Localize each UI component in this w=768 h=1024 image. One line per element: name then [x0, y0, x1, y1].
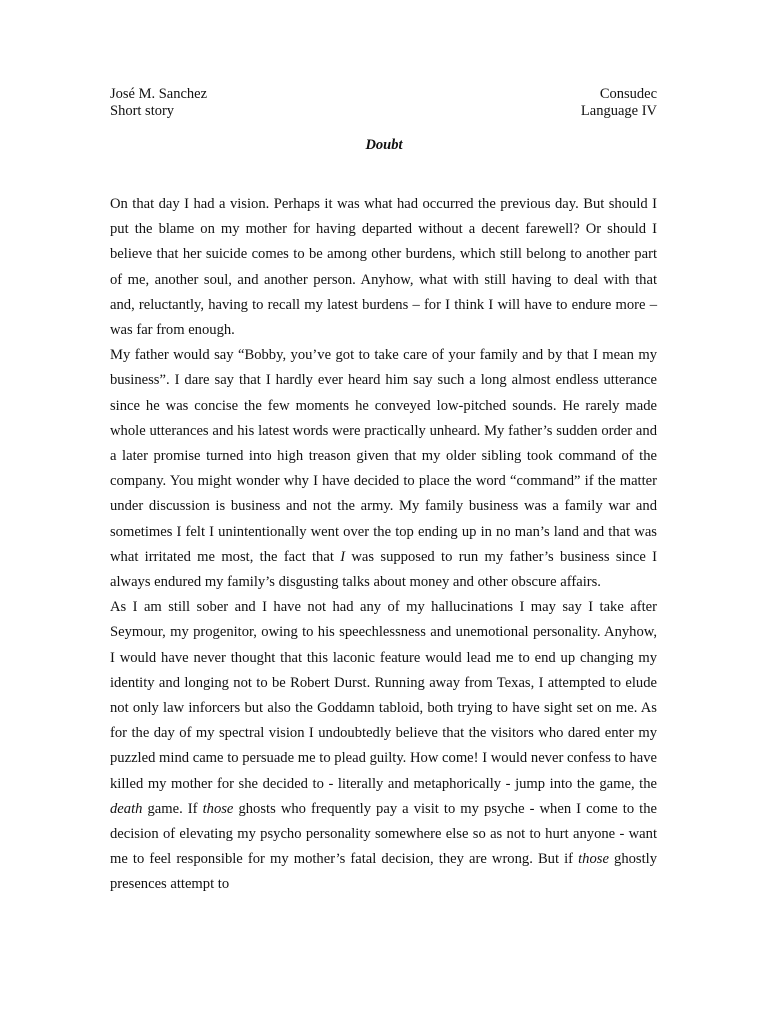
- emphasis-text: those: [578, 851, 609, 868]
- paragraph-1: [110, 192, 657, 343]
- paragraph-text: was supposed to run my father’s business since I always endured my family’s disgusting talks about money and other obscure affairs.: [110, 548, 657, 591]
- paragraph-2: [110, 343, 657, 595]
- header-row-1: [110, 86, 657, 103]
- institution-name: Consudec: [599, 86, 657, 102]
- course-label: Language IV: [580, 103, 657, 119]
- story-title: Doubt: [365, 137, 403, 153]
- paragraph-text: ghosts who frequently pay a visit to my psyche - when I come to the decision of elevating my psycho personality somewhere else so as not to hurt anyone - want me to feel responsible for my mother’s fatal decision, they are wrong. But if: [110, 800, 658, 868]
- genre-label: Short story: [110, 103, 175, 119]
- emphasis-text: death: [110, 800, 143, 817]
- author-name: José M. Sanchez: [110, 86, 208, 102]
- emphasis-text: those: [202, 800, 234, 817]
- paragraph-text: My father would say “Bobby, you’ve got to take care of your family and by that I mean my business”. I dare say that I hardly ever heard him say such a long almost endless utterance since he was concise the few moments he conveyed low-pitched sounds. He rarely made whole utterances and his latest words were practically unheard. My father’s sudden order and a later promise turned into high treason given that my older sibling took command of the company. You might wonder why I have decided to place the word “command” if the matter under discussion is business and not the army. My family business was a family war and sometimes I felt I unintentionally went over the top ending up in no man’s land and that was what irritated me most, the fact that: [110, 347, 657, 565]
- emphasis-text: I: [340, 548, 346, 565]
- paragraph-text: On that day I had a vision. Perhaps it was what had occurred the previous day. But should I put the blame on my mother for having departed without a decent farewell? Or should I believe that her suicide comes to be among other burdens, which still belong to another part of me, another soul, and another person. Anyhow, what with still having to deal with that and, reluctantly, having to recall my latest burdens – for I think I will have to endure more – was far from enough.: [110, 196, 657, 339]
- paragraph-text: game. If: [142, 800, 203, 817]
- paragraph-text: ghostly presences attempt to: [110, 851, 658, 893]
- header-row-2: [110, 103, 657, 120]
- paragraph-3: [110, 595, 657, 897]
- story-body: [110, 192, 657, 898]
- document-header: [110, 86, 657, 120]
- paragraph-text: As I am still sober and I have not had any of my hallucinations I may say I take after Seymour, my progenitor, owing to his speechlessness and unemotional personality. Anyhow, I would have never thought that this laconic feature would lead me to end up changing my identity and longing not to be Robert Durst. Running away from Texas, I attempted to elude not only law inforcers but also the Goddamn tabloid, both trying to have sight set on me. As for the day of my spectral vision I undoubtedly believe that the visitors who dared enter my puzzled mind came to persuade me to plead guilty. How come! I would never confess to have killed my mother for she decided to - literally and metaphorically - jump into the game, the: [110, 599, 657, 792]
